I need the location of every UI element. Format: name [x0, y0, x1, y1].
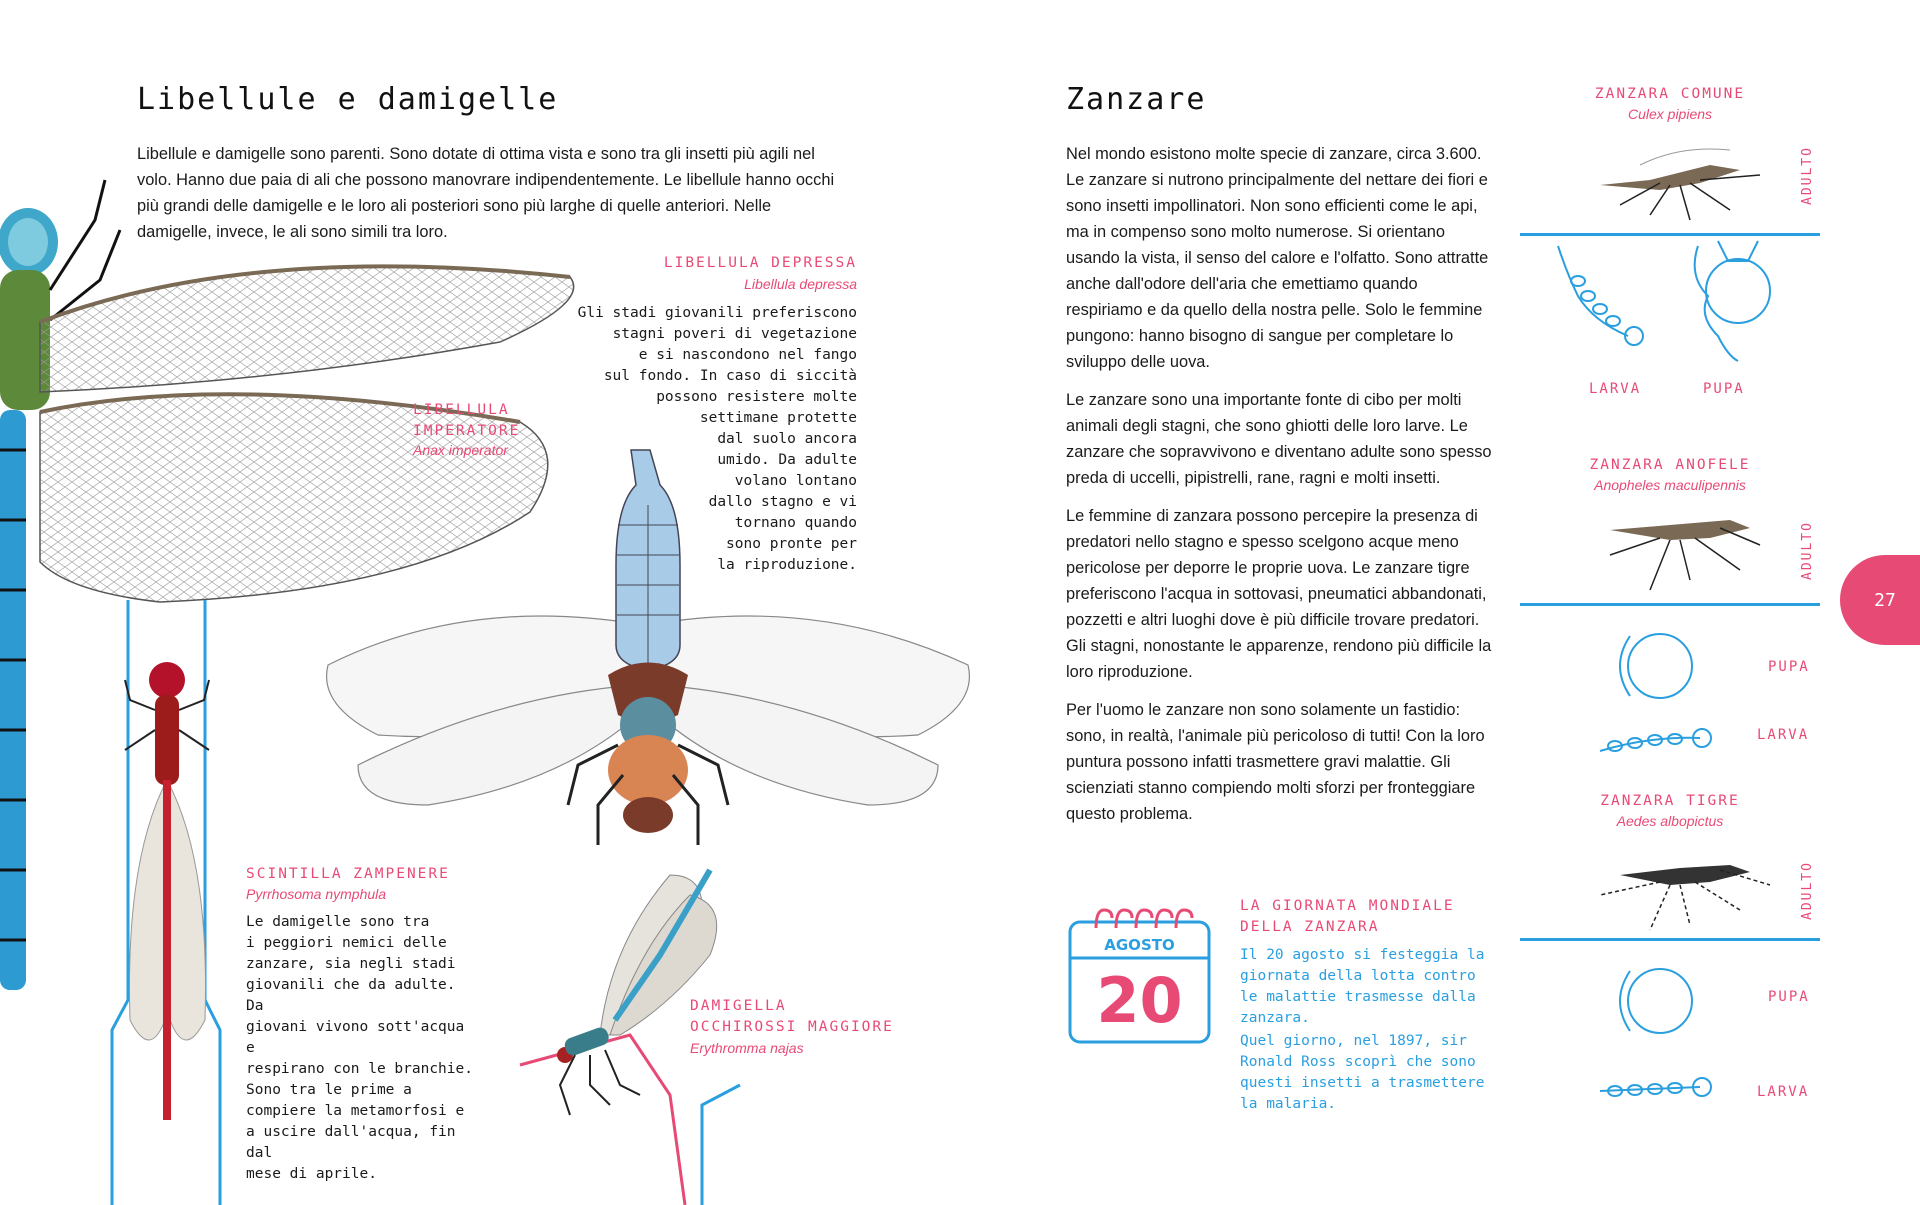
giornata-title [1240, 896, 1455, 938]
page-number: 27 [1874, 589, 1896, 611]
imperatore-latin: Anax imperator [413, 442, 508, 458]
calendar-icon [1068, 906, 1211, 1044]
page-number-tab [1840, 555, 1920, 645]
culex-larva-pupa-illustration [1548, 236, 1808, 366]
scintilla-name: SCINTILLA ZAMPENERE [246, 866, 450, 882]
species-2-name: ZANZARA ANOFELE [1589, 457, 1751, 473]
culex-adult-label: ADULTO [1800, 146, 1815, 205]
intro-text: Libellule e damigelle sono parenti. Sono dotate di ottima vista e sono tra gli insetti più agili nel volo. Hanno due paia di ali che possono manovrare indipendentemente. Le libellule hanno occhi più grandi delle damigelle e le loro ali posteriori sono più larghe di quelle anteriori. Nelle damigelle, invece, le ali sono simili tra loro. [137, 145, 835, 241]
depressa-illustration [318, 445, 978, 845]
scintilla-latin: Pyrrhosoma nymphula [246, 886, 387, 902]
section-title-zanzare: Zanzare [1066, 82, 1207, 117]
species-3-name: ZANZARA TIGRE [1600, 793, 1740, 809]
anopheles-pupa-larva-illustration [1590, 606, 1740, 766]
scintilla-description: Le damigelle sono tra i peggiori nemici delle zanzare, sia negli stadi giovanili che da adulte. Da giovani vivono sott'acqua e respirano con le branchie. Sono tra le prime a compiere la metamorfosi e a uscire dall'acqua, fin dal mese di aprile. [246, 914, 473, 1182]
giornata-text-1: Il 20 agosto si festeggia la giornata della lotta contro le malattie trasmesse dalla zanzara. [1240, 947, 1485, 1026]
culex-pupa-label: PUPA [1703, 381, 1745, 397]
zanzare-body [1066, 141, 1496, 839]
aedes-pupa-larva-illustration [1590, 941, 1740, 1121]
damigella-name-line1: DAMIGELLA [690, 998, 787, 1014]
scintilla-illustration [110, 600, 240, 1205]
zanzare-paragraph-2: Le zanzare sono una importante fonte di cibo per molti animali degli stagni, che sono ghiotti delle loro larve. Le zanzare che sopravvivono e diventano adulte sono spesso preda di uccelli, pipistrelli, rane, ragni e molti insetti. [1066, 391, 1492, 487]
anopheles-pupa-label: PUPA [1768, 659, 1810, 675]
species-2-latin: Anopheles maculipennis [1594, 477, 1746, 493]
depressa-description: Gli stadi giovanili preferiscono stagni poveri di vegetazione e si nascondono nel fango sul fondo. In caso di siccità possono resistere molte settimane protette dal suolo ancora umido. Da adulte volano lontano dallo stagno e vi tornano quando sono pronte per la riproduzione. [577, 305, 857, 573]
zanzare-paragraph-3: Le femmine di zanzara possono percepire la presenza di predatori nello stagno e spesso scelgono acque meno pericolose per deporre le proprie uova. Le zanzare tigre preferiscono l'acqua in sottovasi, pneumatici abbandonati, pozzetti e altri luoghi dove è più difficile trovare predatori. Gli stagni, nonostante le apparenze, rendono più difficile la loro riproduzione. [1066, 507, 1492, 681]
calendar-month: AGOSTO [1104, 936, 1175, 954]
depressa-latin: Libellula depressa [744, 276, 857, 292]
species-3-latin: Aedes albopictus [1616, 813, 1724, 829]
culex-larva-label: LARVA [1589, 381, 1642, 397]
giornata-title-line1: LA GIORNATA MONDIALE [1240, 898, 1455, 914]
aedes-adult-illustration [1580, 840, 1780, 940]
zanzare-paragraph-4: Per l'uomo le zanzare non sono solamente un fastidio: sono, in realtà, l'animale più pericoloso di tutti! Con la loro puntura possono infatti trasmettere gravi malattie. Gli scienziati stanno compiendo molti sforzi per fronteggiare questo problema. [1066, 701, 1485, 823]
imperatore-name-line2: IMPERATORE [413, 423, 521, 439]
calendar-day: 20 [1096, 964, 1183, 1037]
zanzare-paragraph-1: Nel mondo esistono molte specie di zanzare, circa 3.600. Le zanzare si nutrono principalmente del nettare dei fiori e sono insetti impollinatori. Non sono efficienti come le api, ma in compenso sono molto numerose. Si orientano usando la vista, il senso del calore e l'olfatto. Sono attratte anche dall'odore dell'aria che emettiamo quando respiriamo e da quello della nostra pelle. Solo le femmine pungono: hanno bisogno di sangue per completare lo sviluppo delle uova. [1066, 145, 1489, 371]
species-1-latin: Culex pipiens [1627, 106, 1713, 122]
imperatore-name-line1: LIBELLULA [413, 402, 510, 418]
anopheles-larva-label: LARVA [1757, 727, 1810, 743]
aedes-adult-label: ADULTO [1800, 861, 1815, 920]
giornata-title-line2: DELLA ZANZARA [1240, 919, 1380, 935]
culex-adult-illustration [1580, 135, 1780, 225]
species-1-name: ZANZARA COMUNE [1594, 86, 1746, 102]
anopheles-adult-label: ADULTO [1800, 521, 1815, 580]
intro-paragraph [137, 141, 847, 257]
damigella-latin: Erythromma najas [690, 1040, 804, 1056]
anopheles-adult-illustration [1580, 500, 1780, 600]
damigella-name [690, 996, 894, 1038]
depressa-name: LIBELLULA DEPRESSA [663, 255, 857, 271]
imperatore-name [413, 400, 520, 442]
section-title-libellule: Libellule e damigelle [137, 82, 559, 117]
aedes-pupa-label: PUPA [1768, 989, 1810, 1005]
aedes-larva-label: LARVA [1757, 1084, 1810, 1100]
damigella-name-line2: OCCHIROSSI MAGGIORE [690, 1019, 894, 1035]
giornata-text-2: Quel giorno, nel 1897, sir Ronald Ross scoprì che sono questi insetti a trasmettere la malaria. [1240, 1033, 1485, 1112]
blue-line-decoration [690, 1085, 750, 1205]
